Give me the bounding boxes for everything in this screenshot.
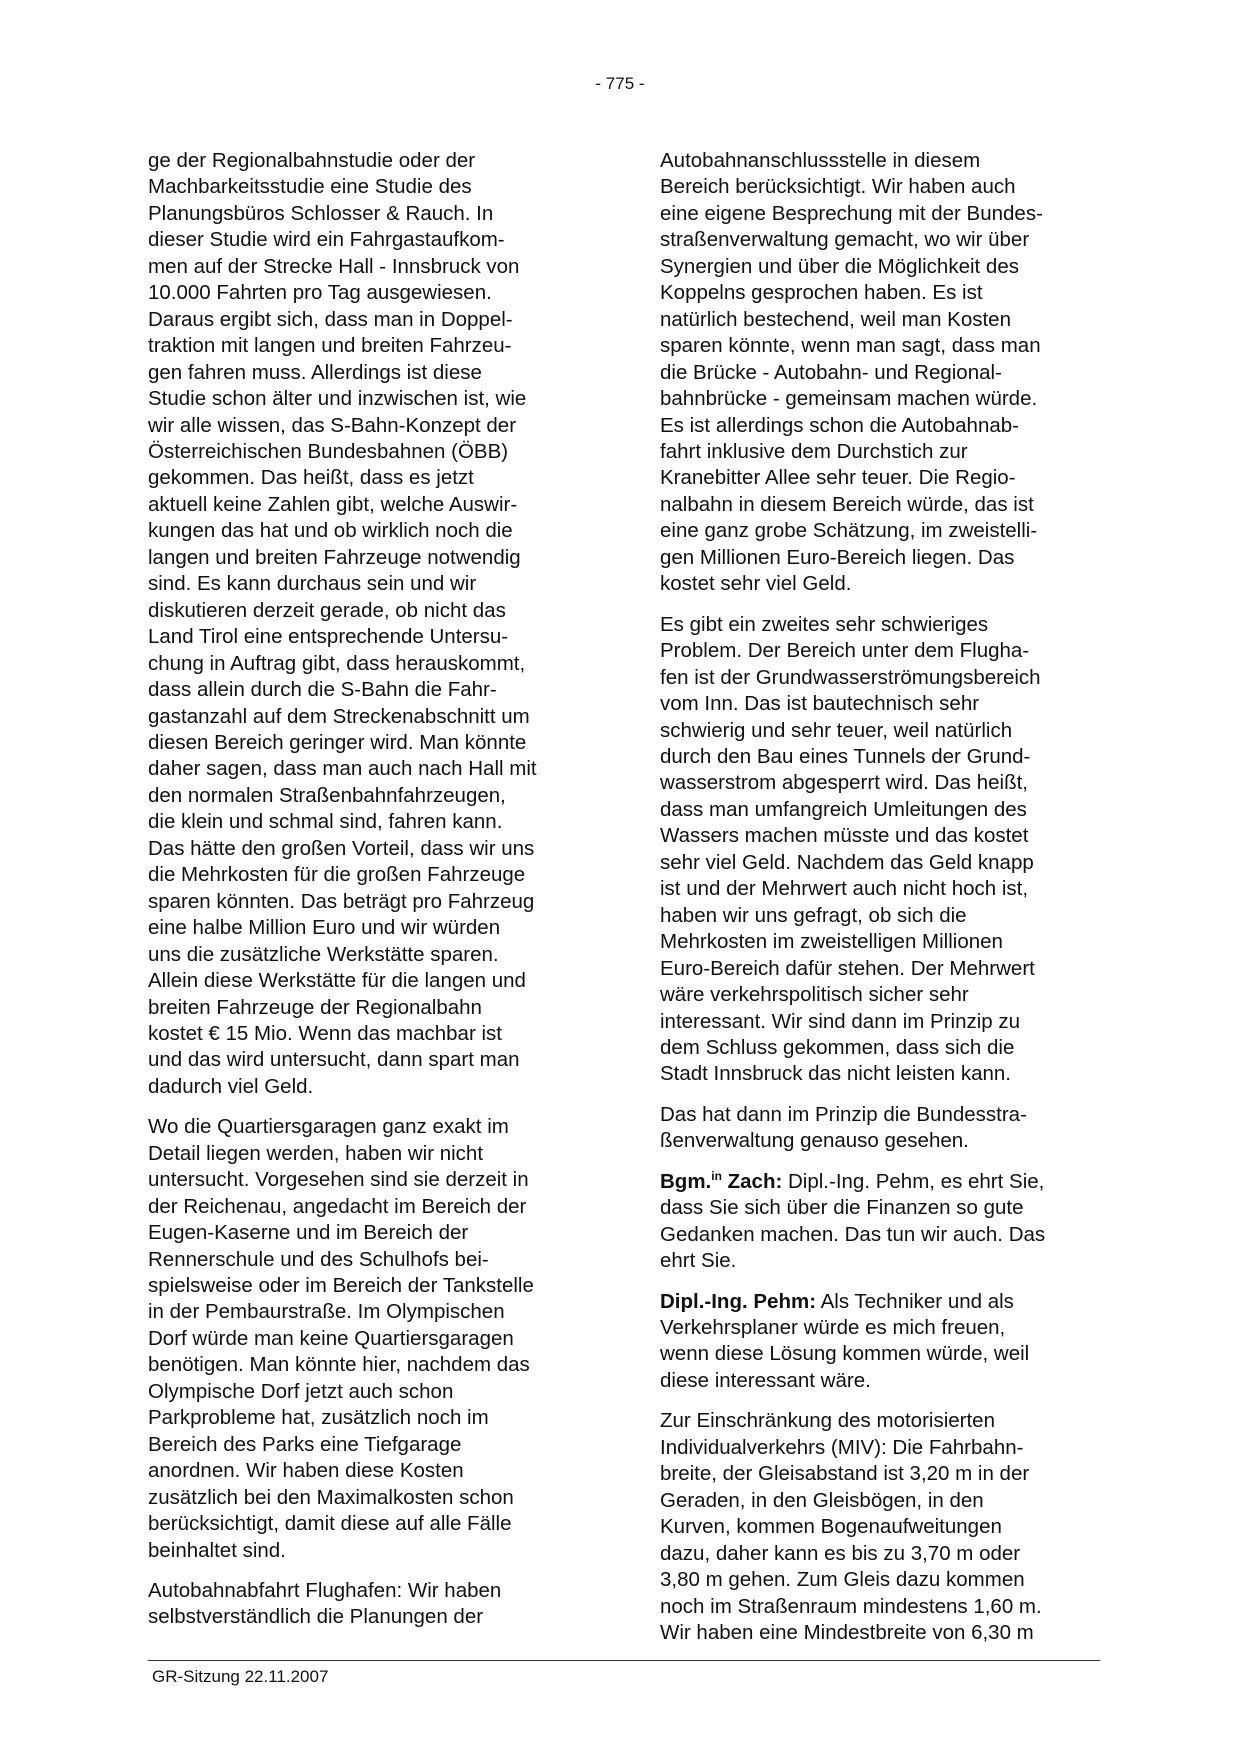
text-line: sehr viel Geld. Nachdem das Geld knapp [660, 850, 1034, 874]
text-line: diese interessant wäre. [660, 1368, 871, 1392]
text-line: schwierig und sehr teuer, weil natürlich [660, 718, 1013, 742]
left-paragraph-3 [148, 1578, 588, 1631]
text-line: gen Millionen Euro-Bereich liegen. Das [660, 545, 1015, 569]
text-line: chung in Auftrag gibt, dass herauskommt, [148, 651, 526, 675]
text-line: kostet sehr viel Geld. [660, 572, 852, 596]
text-line: uns die zusätzliche Werkstätte sparen. [148, 942, 499, 966]
speech-bgm-zach-first-line [660, 1169, 1100, 1195]
text-line: der Reichenau, angedacht im Bereich der [148, 1194, 527, 1218]
text-line: spielsweise oder im Bereich der Tankstelle [148, 1274, 534, 1298]
text-line: Verkehrsplaner würde es mich freuen, [660, 1316, 1006, 1340]
text-line: ist und der Mehrwert auch nicht hoch ist, [660, 877, 1029, 901]
text-line: Koppelns gesprochen haben. Es ist [660, 281, 983, 305]
text-line: die Mehrkosten für die großen Fahrzeuge [148, 863, 526, 887]
text-line: Wir haben eine Mindestbreite von 6,30 m [660, 1621, 1034, 1645]
speech-pehm [660, 1289, 1100, 1395]
speaker-bgm-zach [660, 1170, 782, 1193]
text-line: Zur Einschränkung des motorisierten [660, 1409, 995, 1433]
text-line: sparen könnte, wenn man sagt, dass man [660, 334, 1041, 358]
text-line: Eugen-Kaserne und im Bereich der [148, 1221, 469, 1245]
text-line: eine halbe Million Euro und wir würden [148, 916, 501, 940]
right-paragraph-2 [660, 612, 1100, 1088]
text-line: ehrt Sie. [660, 1249, 737, 1273]
text-line: Es gibt ein zweites sehr schwieriges [660, 612, 989, 636]
text-line: Studie schon älter und inzwischen ist, wie [148, 387, 527, 411]
text-line: 3,80 m gehen. Zum Gleis dazu kommen [660, 1568, 1025, 1592]
text-line: Euro-Bereich dafür stehen. Der Mehrwert [660, 956, 1035, 980]
text-line: sind. Es kann durchaus sein und wir [148, 572, 477, 596]
text-line: dazu, daher kann es bis zu 3,70 m oder [660, 1541, 1021, 1565]
text-line: dass allein durch die S-Bahn die Fahr- [148, 678, 497, 702]
text-line: Es ist allerdings schon die Autobahnab- [660, 413, 1019, 437]
text-line: fen ist der Grundwasserströmungsbereich [660, 665, 1041, 689]
page-number: - 775 - [595, 74, 645, 93]
text-line: dem Schluss gekommen, dass sich die [660, 1035, 1015, 1059]
text-line: natürlich bestechend, weil man Kosten [660, 307, 1011, 331]
text-line: straßenverwaltung gemacht, wo wir über [660, 228, 1030, 252]
speech-bgm-zach-rest [660, 1195, 1100, 1274]
left-paragraph-2 [148, 1114, 588, 1564]
text-line: den normalen Straßenbahnfahrzeugen, [148, 783, 506, 807]
footer-session-date: GR-Sitzung 22.11.2007 [152, 1667, 329, 1686]
text-line: wäre verkehrspolitisch sicher sehr [660, 983, 969, 1007]
text-line: Autobahnabfahrt Flughafen: Wir haben [148, 1579, 502, 1603]
text-line: ge der Regionalbahnstudie oder der [148, 149, 476, 172]
text-line: eine ganz grobe Schätzung, im zweistelli- [660, 519, 1038, 543]
speech-pehm-first-line [660, 1289, 1100, 1315]
text-line: Autobahnanschlussstelle in diesem [660, 149, 981, 172]
text-line: Parkprobleme hat, zusätzlich noch im [148, 1406, 489, 1430]
text-line: wenn diese Lösung kommen würde, weil [660, 1342, 1030, 1366]
text-line: ßenverwaltung genauso gesehen. [660, 1129, 969, 1153]
text-line: Bereich des Parks eine Tiefgarage [148, 1432, 462, 1456]
text-line: diskutieren derzeit gerade, ob nicht das [148, 598, 506, 622]
text-line: und das wird untersucht, dann spart man [148, 1048, 520, 1072]
text-line: Österreichischen Bundesbahnen (ÖBB) [148, 439, 509, 463]
text-line: wir alle wissen, das S-Bahn-Konzept der [148, 413, 517, 437]
text-line: Wo die Quartiersgaragen ganz exakt im [148, 1115, 509, 1139]
speech-bgm-zach [660, 1169, 1100, 1275]
text-line: Mehrkosten im zweistelligen Millionen [660, 930, 1003, 954]
footer-divider [148, 1660, 1100, 1661]
right-column [660, 148, 1100, 1660]
text-line: Kranebitter Allee sehr teuer. Die Regio- [660, 466, 1016, 490]
left-column [148, 148, 588, 1645]
right-paragraph-miv [660, 1408, 1100, 1646]
text-line: zusätzlich bei den Maximalkosten schon [148, 1485, 514, 1509]
text-line: diesen Bereich geringer wird. Man könnte [148, 730, 527, 754]
speaker-surname: Zach: [721, 1169, 783, 1193]
text-line: fahrt inklusive dem Durchstich zur [660, 439, 968, 463]
text-line: breiten Fahrzeuge der Regionalbahn [148, 995, 482, 1019]
text-line: noch im Straßenraum mindestens 1,60 m. [660, 1594, 1042, 1618]
text-line: Dorf würde man keine Quartiersgaragen [148, 1326, 514, 1350]
text-line: anordnen. Wir haben diese Kosten [148, 1459, 464, 1483]
text-line: daher sagen, dass man auch nach Hall mit [148, 757, 537, 781]
text-line: dass Sie sich über die Finanzen so gute [660, 1196, 1024, 1220]
text-line: dieser Studie wird ein Fahrgastaufkom- [148, 228, 505, 252]
text-line: sparen könnten. Das beträgt pro Fahrzeug [148, 889, 535, 913]
text-line: gen fahren muss. Allerdings ist diese [148, 360, 482, 384]
text-line: Das hätte den großen Vorteil, dass wir uns [148, 836, 535, 860]
text-line: kostet € 15 Mio. Wenn das machbar ist [148, 1021, 502, 1045]
text-line: durch den Bau eines Tunnels der Grund- [660, 744, 1031, 768]
text-line: Wassers machen müsste und das kostet [660, 824, 1029, 848]
text-line: gastanzahl auf dem Streckenabschnitt um [148, 704, 530, 728]
text-line: interessant. Wir sind dann im Prinzip zu [660, 1009, 1021, 1033]
text-line: Detail liegen werden, haben wir nicht [148, 1141, 484, 1165]
text-line: haben wir uns gefragt, ob sich die [660, 903, 967, 927]
text-line: Individualverkehrs (MIV): Die Fahrbahn- [660, 1435, 1024, 1459]
text-line: Gedanken machen. Das tun wir auch. Das [660, 1222, 1046, 1246]
text-line: Stadt Innsbruck das nicht leisten kann. [660, 1062, 1011, 1086]
text-line: vom Inn. Das ist bautechnisch sehr [660, 692, 980, 716]
text-line: wasserstrom abgesperrt wird. Das heißt, [660, 771, 1028, 795]
text-line: bahnbrücke - gemeinsam machen würde. [660, 387, 1038, 411]
text-line: Problem. Der Bereich unter dem Flugha- [660, 639, 1030, 663]
text-line: die klein und schmal sind, fahren kann. [148, 810, 503, 834]
text-line: untersucht. Vorgesehen sind sie derzeit in [148, 1168, 529, 1192]
text-line: langen und breiten Fahrzeuge notwendig [148, 545, 521, 569]
text-line: Daraus ergibt sich, dass man in Doppel- [148, 307, 513, 331]
text-line: kungen das hat und ob wirklich noch die [148, 519, 513, 543]
text-line: benötigen. Man könnte hier, nachdem das [148, 1353, 530, 1377]
speech-text-start: Dipl.-Ing. Pehm, es ehrt Sie, [782, 1169, 1045, 1193]
text-line: aktuell keine Zahlen gibt, welche Auswir- [148, 492, 518, 516]
text-line: Planungsbüros Schlosser & Rauch. In [148, 201, 494, 225]
text-line: Machbarkeitsstudie eine Studie des [148, 175, 472, 199]
text-line: die Brücke - Autobahn- und Regional- [660, 360, 1002, 384]
text-line: men auf der Strecke Hall - Innsbruck von [148, 254, 520, 278]
text-line: 10.000 Fahrten pro Tag ausgewiesen. [148, 281, 492, 305]
left-paragraph-1 [148, 148, 588, 1100]
text-line: Geraden, in den Gleisbögen, in den [660, 1488, 984, 1512]
text-line: Allein diese Werkstätte für die langen und [148, 969, 526, 993]
text-line: nalbahn in diesem Bereich würde, das ist [660, 492, 1034, 516]
text-line: breite, der Gleisabstand ist 3,20 m in der [660, 1462, 1030, 1486]
text-line: dass man umfangreich Umleitungen des [660, 797, 1027, 821]
text-line: gekommen. Das heißt, dass es jetzt [148, 466, 474, 490]
text-line: Rennerschule und des Schulhofs bei- [148, 1247, 489, 1271]
speech-text-start: Als Techniker und als [816, 1289, 1014, 1313]
speaker-title-superscript: in [711, 1168, 722, 1183]
speaker-title: Bgm. [660, 1169, 712, 1193]
right-paragraph-1 [660, 148, 1100, 598]
text-line: Kurven, kommen Bogenaufweitungen [660, 1515, 1002, 1539]
text-line: Bereich berücksichtigt. Wir haben auch [660, 175, 1016, 199]
speaker-pehm: Dipl.-Ing. Pehm: [660, 1289, 817, 1313]
text-line: in der Pembaurstraße. Im Olympischen [148, 1300, 505, 1324]
text-line: traktion mit langen und breiten Fahrzeu- [148, 334, 512, 358]
text-line: Land Tirol eine entsprechende Untersu- [148, 625, 509, 649]
text-line: Olympische Dorf jetzt auch schon [148, 1379, 454, 1403]
text-line: Das hat dann im Prinzip die Bundesstra- [660, 1102, 1027, 1126]
text-line: Synergien und über die Möglichkeit des [660, 254, 1019, 278]
speech-pehm-rest [660, 1315, 1100, 1394]
text-line: selbstverständlich die Planungen der [148, 1605, 484, 1629]
text-line: berücksichtigt, damit diese auf alle Fälle [148, 1512, 512, 1536]
right-paragraph-3 [660, 1102, 1100, 1155]
text-line: eine eigene Besprechung mit der Bundes- [660, 201, 1043, 225]
text-line: dadurch viel Geld. [148, 1074, 314, 1098]
text-line: beinhaltet sind. [148, 1538, 286, 1562]
